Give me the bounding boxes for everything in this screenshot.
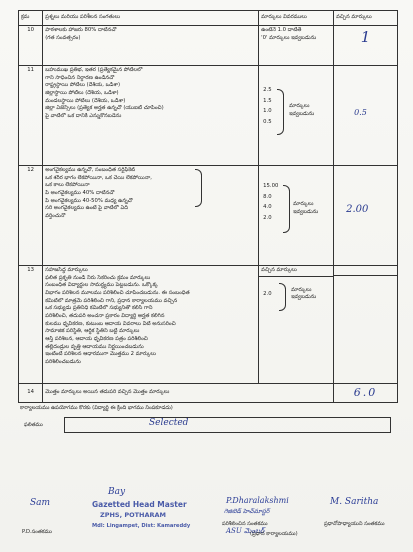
row-marks [259, 266, 334, 384]
question-line: ఆస్తి పరిశీలన, ఆదాయ ధృవీకరణ పత్రం పరిశీలించి [45, 336, 148, 343]
stamp-line-3: Mdl: Lingampet, Dist: Kamareddy [92, 523, 191, 529]
marks-line: '0' మార్కులు ఇవ్వబడును [261, 34, 317, 41]
marks-value: 2.0 [263, 290, 272, 297]
brace-mark [277, 89, 284, 135]
table-row [19, 266, 398, 384]
table-row [19, 66, 398, 166]
headmaster-signature: Bay [108, 487, 126, 497]
question-line: బహుముఖ ప్రతిభ, ఇతర (ప్రత్యేకమైన పోటీలలో [45, 67, 143, 73]
question-line: పరిశీలించబడును [45, 359, 81, 366]
marks-value: 8.0 [263, 193, 272, 200]
marks-value: 0.5 [263, 119, 272, 126]
marks-note: మార్కులు [289, 103, 310, 109]
row-number: 14 [19, 384, 43, 403]
row-score [334, 266, 398, 384]
office-use-note: కార్యాలయము ఉపయోగము కొరకు (విద్యార్థి ఈ క్రింది భాగము నింపకూడదు) [20, 405, 173, 411]
marks-subheader: వచ్చిన మార్కులు [259, 266, 333, 277]
table-row [19, 384, 398, 403]
question-line: విభాగం పరిశీలన మూలము పరిశీలించి చూపించబడును. ఈ సంబంధిత [45, 290, 190, 297]
score-value: 0.5 [354, 108, 367, 117]
row-number: 11 [19, 66, 43, 166]
total-score: 6.0 [353, 386, 378, 399]
marks-value: 2.0 [263, 215, 272, 222]
question-line: పాఠశాలకు హాజరు 80% దాటినచో [45, 27, 117, 33]
row-question [43, 166, 259, 266]
question-line: సహజసిద్ధ మార్కులు [45, 267, 88, 273]
score-value: 2.00 [346, 204, 369, 215]
question-line: ఫలిత ప్రకృతి నుండి నీరు సేకరించు క్రమం మార్కులు [45, 274, 151, 281]
result-box [64, 417, 391, 433]
marks-value: 4.0 [263, 204, 272, 211]
table-row [19, 166, 398, 266]
marks-line: ఉంటేనే 1.0 దాటితే [261, 27, 302, 33]
row-question [43, 266, 259, 384]
brace-mark [279, 283, 286, 311]
marks-note: మార్కులు [293, 201, 314, 207]
question-line: కమిటీలో మాత్రమే పరిశీలించి గాని, ప్రధాన కార్యాలయము వచ్చిన [45, 297, 178, 304]
row-score [334, 26, 398, 66]
question-line: పి అంగవైకల్యము 40-50% మధ్య ఉన్నచో [45, 197, 133, 204]
col-header-score: వచ్చిన మార్కులు [334, 11, 398, 26]
question-line: పై వాటిలో ఒక దానికి ఎన్నుకొనబడెను [45, 113, 122, 120]
col-header-no: క్రమ [19, 11, 43, 26]
question-line: సంబంధిత విద్యార్థుల సామర్ధ్యము పెట్టబడును. ఒక్కొక్క [45, 282, 158, 289]
row-score [334, 66, 398, 166]
col-header-question: ప్రశ్నలు మరియు పరిశీలన సంగతులు [43, 11, 259, 26]
row-question [43, 26, 259, 66]
marks-value: 2.5 [263, 87, 272, 93]
question-line: వర్తించునో [45, 213, 66, 220]
row-number: 12 [19, 166, 43, 266]
pd-signature: Sam [30, 498, 51, 508]
score-value: 1 [360, 28, 371, 46]
row-number: 13 [19, 266, 43, 384]
col-header-marks: మార్కులు వివరములు [259, 11, 334, 26]
stamp-line-1: Gazetted Head Master [92, 500, 187, 509]
question-line: మండలస్థాయి పోటీలు (దేశీయ, ఒడిశా) [45, 97, 126, 104]
question-line: సామాజిక పరిస్థితి, ఆర్థిక స్థితిని బట్టి మార్కులు [45, 328, 140, 335]
row-marks [259, 66, 334, 166]
row-number: 10 [19, 26, 43, 66]
member-caption-2: (ప్రధాన కార్యాలయము) [250, 531, 298, 537]
result-label: ఫలితము [24, 422, 43, 428]
question-line: పరిశీలించి, తదుపరి అంచనా ప్రకారం విద్యార్థి అర్హత కలిగిన [45, 313, 165, 320]
row-question [43, 66, 259, 166]
marks-value: 15.00 [263, 183, 279, 189]
question-line: తల్లిదండ్రుల వృత్తి ఆదాయము నిర్ణయించబడును [45, 343, 144, 350]
question-line: (గత సంవత్సరం) [45, 34, 81, 41]
member-caption: పరిశీలించిన సంతకము [222, 521, 268, 527]
question-line: ఒక శరీర భాగం లేకపోయినా, ఒక చెయి లేకపోయినా, [45, 174, 152, 181]
question-line: రాష్ట్రస్థాయి పోటీలు (దేశీయ, ఒడిశా) [45, 82, 121, 89]
marks-note: ఇవ్వబడును [291, 294, 317, 301]
evaluation-table [18, 10, 398, 403]
row-question [43, 384, 334, 403]
question-line: కులము ధృవీకరణ, కుటుంబ ఆదాయ వివరాలు వీటి అనుసరించి [45, 320, 176, 327]
question-line: సరి అంగవైకల్యము ఉంటే పై వాటిలో ఏది [45, 205, 129, 212]
question-line: ఒక కాలు లేకపోయినా [45, 182, 90, 189]
marks-note: ఇవ్వబడును [289, 110, 315, 117]
table-row [19, 26, 398, 66]
question-line: జిల్లా ఏజెన్సీలు (ప్రత్యేక అర్హత ఉన్నచో (యుఐటి చూపించి) [45, 105, 164, 112]
principal-signature: M. Saritha [330, 497, 379, 507]
member-signature-2: గెజిటెడ్ హెచ్‌మాస్టర్ [224, 508, 270, 515]
question-line: ఒక సభ్యుడు ప్రతినిధి కమిటీలో సభ్యునితో కలిసి గాని [45, 305, 153, 312]
row-score [334, 166, 398, 266]
question-line: గాని సాధించిన నిర్ధారణ ఉండినచో [45, 74, 115, 81]
marks-note: ఇవ్వబడును [293, 208, 319, 215]
question-line: అంగవైకల్యము ఉన్నచో, సంబంధిత సర్టిఫికెట్ [45, 167, 136, 173]
row-score [334, 384, 398, 403]
principal-caption: ప్రధానోపాధ్యాయుని సంతకము [324, 521, 385, 527]
question-line: పి అంగవైకల్యము 40% దాటినచో [45, 190, 115, 197]
question-line: మొత్తం మార్కులు అయిన తదుపరి వచ్చిన మొత్తం మార్కులు [45, 389, 170, 396]
question-line: ఇంటింటి పరిశీలన ఆధారముగా మొత్తము 2 మార్కులు [45, 351, 156, 358]
brace-mark [195, 169, 202, 207]
header-row [19, 11, 398, 26]
result-value: Selected [149, 418, 189, 428]
row-marks [259, 166, 334, 266]
row-marks [259, 26, 334, 66]
marks-value: 1.5 [263, 97, 272, 104]
member-signature-3: ASU మెంబర్ [226, 527, 265, 535]
member-signature: P.Dharalakshmi [226, 496, 289, 505]
pd-signature-caption: P.D.సంతకము [22, 529, 52, 535]
marks-value: 1.0 [263, 108, 272, 115]
stamp-line-2: ZPHS, POTHARAM [100, 511, 167, 519]
question-line: జిల్లాస్థాయి పోటీలు (దేశీయ, ఒడిశా) [45, 90, 119, 97]
brace-mark [283, 185, 290, 233]
marks-note: మార్కులు [291, 286, 312, 293]
